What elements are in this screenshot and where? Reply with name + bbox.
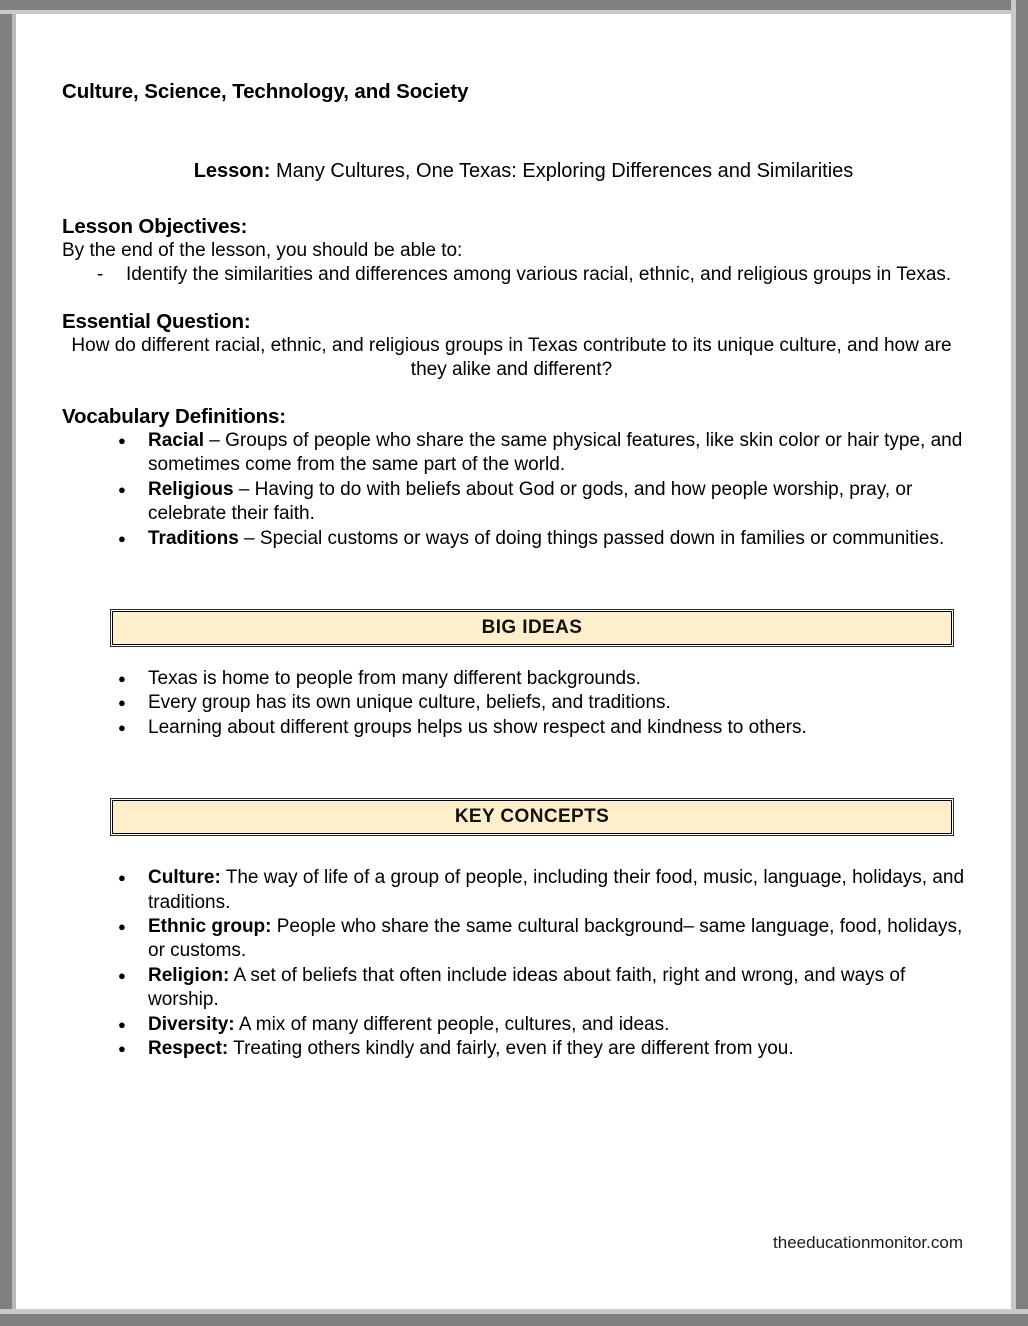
list-item: ● Texas is home to people from many different backgrounds. — [118, 667, 967, 691]
document-content — [62, 80, 967, 1062]
concept-term: Respect: — [148, 1038, 229, 1060]
banner-key-concepts — [112, 800, 952, 834]
spacer — [62, 288, 967, 310]
list-item — [118, 1037, 967, 1061]
big-ideas-list — [62, 667, 967, 740]
vocab-definition: – Special customs or ways of doing things passed down in families or communities. — [238, 527, 945, 549]
list-item — [118, 915, 967, 964]
vocab-term: Religious — [148, 478, 234, 500]
frame-edge-bottom — [0, 1314, 1028, 1326]
spacer — [62, 740, 967, 800]
frame-edge-right-soft — [1011, 0, 1016, 1326]
frame-edge-top — [0, 0, 1028, 10]
concept-term: Diversity: — [148, 1013, 235, 1035]
lesson-title-line — [62, 104, 967, 183]
frame-edge-bottom-soft — [0, 1309, 1028, 1314]
concept-definition: People who share the same cultural background– same language, food, holidays, or customs. — [148, 916, 963, 962]
concept-definition: A set of beliefs that often include ideas about faith, right and wrong, and ways of worship. — [148, 964, 906, 1011]
spacer — [62, 834, 967, 866]
concept-term: Religion: — [148, 964, 230, 986]
list-item: ● Learning about different groups helps us show respect and kindness to others. — [118, 716, 967, 740]
list-item — [118, 1013, 967, 1037]
banner-big-ideas — [112, 611, 952, 645]
objectives-intro: By the end of the lesson, you should be able to: — [62, 240, 463, 261]
list-item — [118, 866, 967, 915]
list-item — [118, 964, 967, 1013]
document-page — [17, 14, 1011, 1309]
banner-label: BIG IDEAS — [481, 617, 583, 639]
spacer — [62, 383, 967, 405]
essential-question-text: How do different racial, ethnic, and religious groups in Texas contribute to its unique culture, and how are they alike and different? — [71, 334, 952, 381]
section-heading-vocabulary: Vocabulary Definitions: — [62, 405, 286, 428]
concept-term: Culture: — [148, 867, 221, 889]
list-item: - Identify the similarities and differences among various racial, ethnic, and religious groups in Texas. — [94, 263, 967, 287]
lesson-title: Many Cultures, One Texas: Exploring Differences and Similarities — [275, 160, 854, 182]
concept-definition: Treating others kindly and fairly, even if they are different from you. — [228, 1038, 794, 1060]
vocab-term: Traditions — [148, 527, 239, 549]
concept-definition: A mix of many different people, cultures, and ideas. — [234, 1013, 670, 1035]
list-item — [118, 429, 967, 478]
spacer — [62, 645, 967, 667]
frame-edge-right — [1016, 0, 1028, 1326]
key-concepts-list — [62, 866, 967, 1061]
vocab-definition: – Groups of people who share the same physical features, like skin color or hair type, and sometimes come from the same part of the world. — [148, 430, 963, 476]
section-heading-essential-question: Essential Question: — [62, 309, 251, 333]
spacer — [62, 183, 967, 215]
vocab-definition: – Having to do with beliefs about God or gods, and how people worship, pray, or celebrate their faith. — [148, 478, 913, 525]
concept-term: Ethnic group: — [148, 916, 272, 938]
lesson-label: Lesson: — [193, 160, 271, 182]
vocabulary-list — [62, 429, 967, 551]
concept-definition: The way of life of a group of people, including their food, music, language, holidays, and traditions. — [148, 867, 965, 913]
section-heading-objectives: Lesson Objectives: — [62, 215, 248, 238]
spacer — [62, 551, 967, 611]
banner-label: KEY CONCEPTS — [454, 806, 610, 828]
vocab-term: Racial — [148, 430, 204, 451]
objectives-list — [62, 263, 967, 287]
page-title: Culture, Science, Technology, and Society — [62, 80, 469, 103]
footer-watermark: theeducationmonitor.com — [773, 1233, 963, 1252]
list-item: ● Every group has its own unique culture, beliefs, and traditions. — [118, 691, 967, 715]
list-item — [118, 478, 967, 527]
list-item — [118, 527, 967, 551]
